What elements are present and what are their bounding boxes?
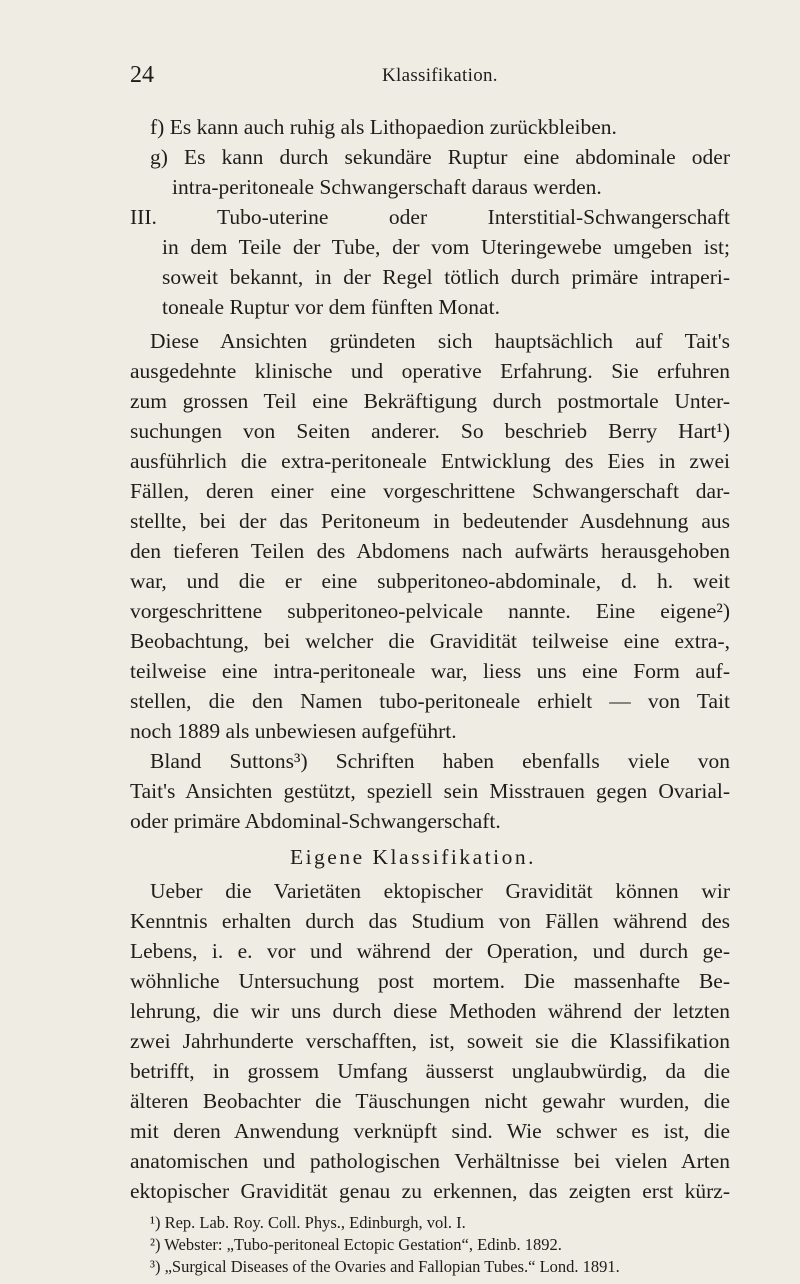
body-line: oder primäre Abdominal-Schwangerschaft. <box>130 809 501 833</box>
body-line: in dem Teile der Tube, der vom Uteringewebe umgeben ist; <box>162 235 730 259</box>
body-line: f) Es kann auch ruhig als Lithopaedion zurückbleiben. <box>150 115 617 139</box>
body-line: soweit bekannt, in der Regel tötlich durch primäre intraperi- <box>162 265 730 289</box>
body-line: g) Es kann durch sekundäre Ruptur eine abdominale oder <box>150 145 730 169</box>
body-line: intra-peritoneale Schwangerschaft daraus werden. <box>172 175 602 199</box>
body-line: zum grossen Teil eine Bekräftigung durch postmortale Unter- <box>130 389 730 413</box>
body-line: ausgedehnte klinische und operative Erfahrung. Sie erfuhren <box>130 359 730 383</box>
body-line: Bland Suttons³) Schriften haben ebenfalls viele von <box>150 749 730 773</box>
footnote: ³) „Surgical Diseases of the Ovaries and Fallopian Tubes.“ Lond. 1891. <box>150 1257 620 1276</box>
body-line: ausführlich die extra-peritoneale Entwicklung des Eies in zwei <box>130 449 730 473</box>
body-line: wöhnliche Untersuchung post mortem. Die massenhafte Be- <box>130 969 730 993</box>
body-line: III. Tubo-uterine oder Interstitial-Schwangerschaft <box>130 205 730 229</box>
running-title: Klassifikation. <box>382 65 498 86</box>
body-line: Kenntnis erhalten durch das Studium von Fällen während des <box>130 909 730 933</box>
body-line: stellen, die den Namen tubo-peritoneale erhielt — von Tait <box>130 689 730 713</box>
body-line: Fällen, deren einer eine vorgeschrittene Schwangerschaft dar- <box>130 479 730 503</box>
body-line: den tieferen Teilen des Abdomens nach aufwärts herausgehoben <box>130 539 730 563</box>
body-line: teilweise eine intra-peritoneale war, liess uns eine Form auf- <box>130 659 730 683</box>
body-line: toneale Ruptur vor dem fünften Monat. <box>162 295 500 319</box>
body-line: Lebens, i. e. vor und während der Operation, und durch ge- <box>130 939 730 963</box>
running-head <box>0 60 800 90</box>
body-line: suchungen von Seiten anderer. So beschrieb Berry Hart¹) <box>130 419 730 443</box>
body-line: ektopischer Gravidität genau zu erkennen, das zeigten erst kürz- <box>130 1179 730 1203</box>
section-heading: Eigene Klassifikation. <box>289 845 537 869</box>
body-line: vorgeschrittene subperitoneo-pelvicale nannte. Eine eigene²) <box>130 599 730 623</box>
body-line: Beobachtung, bei welcher die Gravidität teilweise eine extra-, <box>130 629 730 653</box>
body-line: älteren Beobachter die Täuschungen nicht gewahr wurden, die <box>130 1089 730 1113</box>
body-line: noch 1889 als unbewiesen aufgeführt. <box>130 719 457 743</box>
body-line: mit deren Anwendung verknüpft sind. Wie schwer es ist, die <box>130 1119 730 1143</box>
body-line: war, und die er eine subperitoneo-abdominale, d. h. weit <box>130 569 730 593</box>
body-line: lehrung, die wir uns durch diese Methoden während der letzten <box>130 999 730 1023</box>
page-number: 24 <box>130 62 154 88</box>
body-line: betrifft, in grossem Umfang äusserst unglaubwürdig, da die <box>130 1059 730 1083</box>
body-line: stellte, bei der das Peritoneum in bedeutender Ausdehnung aus <box>130 509 730 533</box>
footnote: ¹) Rep. Lab. Roy. Coll. Phys., Edinburgh, vol. I. <box>150 1213 466 1232</box>
body-line: zwei Jahrhunderte verschafften, ist, soweit sie die Klassifikation <box>130 1029 730 1053</box>
body-line: Tait's Ansichten gestützt, speziell sein Misstrauen gegen Ovarial- <box>130 779 730 803</box>
body-line: Ueber die Varietäten ektopischer Gravidität können wir <box>150 879 730 903</box>
body-line: Diese Ansichten gründeten sich hauptsächlich auf Tait's <box>150 329 730 353</box>
body-line: anatomischen und pathologischen Verhältnisse bei vielen Arten <box>130 1149 730 1173</box>
footnote: ²) Webster: „Tubo-peritoneal Ectopic Gestation“, Edinb. 1892. <box>150 1235 562 1254</box>
